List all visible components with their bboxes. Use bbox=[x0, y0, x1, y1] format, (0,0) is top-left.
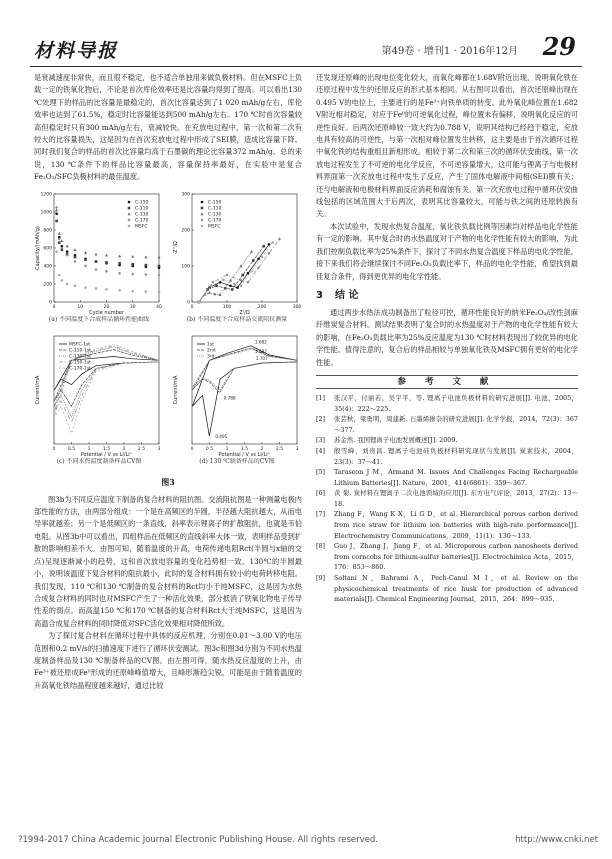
reference-item bbox=[316, 435, 578, 446]
reference-text: 黄 菊. 炭材料在锂离子二次电池领域的应用[J]. 东方电气评论，2013，27(2)：13～18. bbox=[334, 489, 578, 508]
reference-number: [3] bbox=[316, 436, 326, 445]
reference-number: [2] bbox=[316, 415, 326, 424]
data-point bbox=[66, 244, 69, 247]
x-axis-label: Z'/Ω bbox=[239, 309, 250, 316]
data-point bbox=[84, 251, 87, 254]
reference-text: Zhang F，Wang K X，Li G D，et al. Hierarchical porous carbon derived from rice straw for lithium ion batteries with high-rate performance[J]. Electrochemistry Communications，2009，11(1)：130～133. bbox=[334, 510, 578, 540]
footer-url[interactable]: http://www.cnki.net bbox=[515, 835, 598, 845]
data-point bbox=[105, 288, 108, 291]
x-tick-label: 0.5 bbox=[67, 446, 76, 452]
data-point bbox=[58, 273, 61, 276]
x-tick-label: 1 bbox=[225, 446, 229, 452]
data-point bbox=[74, 248, 77, 251]
reference-item bbox=[316, 509, 578, 541]
x-tick-label: 0 bbox=[190, 446, 194, 452]
reference-number: [1] bbox=[316, 393, 326, 402]
y-axis-label: Current/mA bbox=[35, 375, 41, 405]
y-tick-label: 600 bbox=[43, 246, 52, 252]
data-point bbox=[145, 263, 148, 266]
data-point bbox=[257, 257, 260, 260]
legend-label: MSFC bbox=[208, 224, 221, 230]
y-axis-label: Current/mA bbox=[173, 375, 179, 405]
reference-text: Guo J，Zhang J，Jiang F，et al. Microporous carbon nanosheets derived from corncobs for lithium-sulfur batteries[J]. Electrochimica Acta，2015，176：853～860. bbox=[334, 542, 578, 572]
legend-label: C-170 bbox=[135, 218, 149, 224]
reference-item bbox=[316, 467, 578, 488]
legend-label: MSFC-1st bbox=[69, 342, 91, 348]
data-point bbox=[233, 282, 236, 285]
data-point bbox=[55, 212, 58, 215]
x-tick-label: 10 bbox=[77, 304, 84, 310]
data-point bbox=[95, 287, 98, 290]
x-tick-label: 2 bbox=[260, 446, 264, 452]
data-point bbox=[144, 255, 147, 258]
x-axis-label: Potential / V vs Li/Li⁺ bbox=[218, 451, 271, 458]
reference-item bbox=[316, 393, 578, 414]
peak-annotation: 0.788 bbox=[223, 395, 236, 401]
data-point bbox=[131, 272, 134, 275]
data-point bbox=[236, 286, 239, 289]
legend-label: C-170-1st bbox=[69, 366, 91, 372]
y-tick-label: 100 bbox=[181, 264, 190, 270]
data-point bbox=[131, 255, 134, 258]
x-tick-label: 1 bbox=[87, 446, 91, 452]
data-point bbox=[105, 269, 108, 272]
data-point bbox=[252, 259, 255, 262]
legend-marker bbox=[128, 200, 131, 203]
caption-a: (a) 不同温度下合成样品循环性能曲线 bbox=[48, 315, 150, 323]
x-tick-label: 2 bbox=[122, 446, 126, 452]
peak-annotation: 1.682 bbox=[254, 339, 267, 345]
reference-number: [8] bbox=[316, 542, 326, 551]
paragraph: 是衰减速度非常快，而且很不稳定，也不适合单独用来做负极材料。但在MSFC上负载一定的铁氧化物后，不论是首次库伦效率还是比容量均得到了提高。可以看出130 ℃处理下的样品的比容量是最稳定的，首次比容量达到了1 020 mAh/g左右，库伦效率也达到了61.5%，稳定时比容量能达到500 mAh/g左右。170 ℃时首次容量较高但稳定时只有300 mAh/g左右，衰减较快。在充放电过程中，第一次和第二次有较大的比容量损失，这是因为在首次充放电过程中形成了SEI膜，造成比容量下降。同时我们复合的样品的首次比容量均高于石墨碳的理论比容量372 mAh/g。总的来说，130 ℃条件下的样品比容量最高，容量保持率最好，在实验中是复合Fe₂O₃/SFC负极材料的最佳温度。 bbox=[34, 73, 302, 182]
reference-text: 苏金然. 我国锂离子电池发展概述[J]. 2009. bbox=[334, 436, 458, 445]
x-tick-label: 3 bbox=[157, 446, 161, 452]
legend-marker bbox=[201, 218, 204, 221]
y-tick-label: 1000 bbox=[40, 210, 52, 216]
legend-marker bbox=[201, 224, 204, 227]
paragraph: 为了探讨复合材料在循环过程中具体的反应机理，分别在0.01～3.00 V的电压范围和0.2 mV/s的扫描速度下进行了循环伏安测试。图3c和图3d分别为不同水热温度制备样品及130 ℃制备样品的CV图。由左图可得，随水热反应温度的上升，由Fe³⁺被还原成Fe⁰形成的还原峰峰值增大，且峰形渐趋尖锐，可能是由于随着温度的升高氧化铁结晶程度越来越好，通过比较 bbox=[34, 631, 302, 690]
x-axis-label: Cycle number bbox=[89, 309, 124, 316]
data-point bbox=[247, 272, 250, 275]
legend-label: C-130 bbox=[208, 212, 222, 218]
panel-b bbox=[172, 188, 302, 324]
data-point bbox=[250, 250, 253, 253]
data-point bbox=[58, 232, 61, 235]
section-number: 3 bbox=[316, 289, 323, 301]
data-point bbox=[268, 243, 271, 246]
section-title: 结 论 bbox=[334, 289, 359, 301]
y-tick-label: 400 bbox=[43, 264, 52, 270]
legend-label: C-110 bbox=[208, 206, 222, 212]
reference-number: [6] bbox=[316, 489, 326, 498]
y-tick-label: 200 bbox=[43, 282, 52, 288]
x-tick-label: 0 bbox=[52, 304, 56, 310]
chart-a bbox=[34, 188, 164, 316]
data-point bbox=[145, 290, 148, 293]
data-point bbox=[210, 284, 213, 287]
x-tick-label: 1.5 bbox=[102, 446, 111, 452]
legend-label: C-150 bbox=[208, 200, 222, 206]
data-point bbox=[66, 282, 69, 285]
reference-number: [7] bbox=[316, 510, 326, 519]
data-point bbox=[58, 241, 61, 244]
legend-marker bbox=[201, 206, 204, 209]
series-line bbox=[199, 239, 280, 302]
references-heading: 参 考 文 献 bbox=[316, 375, 578, 389]
x-tick-label: 0 bbox=[52, 446, 56, 452]
data-point bbox=[84, 258, 87, 261]
legend-label: C-130 bbox=[135, 212, 149, 218]
legend-marker bbox=[128, 206, 131, 209]
chart-c bbox=[34, 330, 164, 458]
data-point bbox=[105, 261, 108, 264]
copyright: ?1994-2017 China Academic Journal Electronic Publishing House. All rights reserved. bbox=[18, 835, 378, 845]
data-point bbox=[198, 300, 201, 303]
x-tick-label: 200 bbox=[257, 304, 267, 310]
data-point bbox=[262, 245, 265, 248]
legend-label: C-110 bbox=[135, 206, 149, 212]
chart-b bbox=[172, 188, 302, 316]
data-point bbox=[240, 284, 243, 287]
reference-number: [5] bbox=[316, 468, 326, 477]
reference-text: 殷雪峰，刘贵昌. 锂离子电池硅负极材料研究现状与发展[J]. 炭素技术，2004，23(3)：37～41. bbox=[334, 446, 578, 466]
x-tick-label: 100 bbox=[222, 304, 232, 310]
data-point bbox=[226, 273, 229, 276]
data-point bbox=[208, 291, 211, 294]
left-column bbox=[34, 72, 302, 692]
x-tick-label: 2.5 bbox=[137, 446, 146, 452]
x-axis-label: Potential / V vs Li/Li⁺ bbox=[80, 451, 133, 458]
data-point bbox=[215, 284, 218, 287]
peak-annotation: 0.495 bbox=[215, 433, 228, 439]
x-tick-label: 30 bbox=[129, 304, 136, 310]
y-tick-label: 0 bbox=[187, 300, 190, 306]
legend-label: C-170 bbox=[208, 218, 222, 224]
data-point bbox=[95, 252, 98, 255]
data-point bbox=[144, 273, 147, 276]
paragraph: 本次试验中，发现水热复合温度，氧化铁负载比例等因素均对样品电化学性能有一定的影响。其中复合时的水热温度对于产物的电化学性能有较大的影响，为此我们控制负载比率为25%条件下，探讨了不同水热复合温度下样品的电化学性能，接下来我们将会继续探讨不同Fe₂O₃负载比率下，样品的电化学性能，希望找到最佳复合条件，得到更优异的电化学性能。 bbox=[316, 221, 578, 281]
data-point bbox=[61, 279, 64, 282]
data-point bbox=[55, 219, 58, 222]
legend-marker bbox=[201, 200, 204, 203]
data-point bbox=[250, 270, 253, 273]
section-heading bbox=[316, 289, 578, 303]
x-tick-label: 40 bbox=[156, 304, 162, 310]
data-point bbox=[222, 278, 225, 281]
x-tick-label: 0 bbox=[190, 304, 194, 310]
data-point bbox=[95, 260, 98, 263]
data-point bbox=[241, 273, 244, 276]
right-column bbox=[316, 72, 578, 605]
reference-number: [9] bbox=[316, 574, 326, 583]
paragraph: 通过两步水热法成功制备出了粒径可控，循环性能良好的纳米Fe₂O₃/改性剑麻纤维炭复合材料。测试结果表明了复合时的水热温度对于产物的电化学性能有较大的影响，在Fe₂O₃负载比率为25%反应温度为130 ℃时材料表现出了较优异的电化学性能。值得注意的，复合后的样品相较与单独氧化铁及MSFC拥有更好的电化学性能。 bbox=[316, 307, 578, 367]
y-tick-label: 0 bbox=[49, 300, 52, 306]
peak-annotation: 1.687 bbox=[255, 348, 268, 354]
reference-item bbox=[316, 573, 578, 605]
data-point bbox=[118, 271, 121, 274]
reference-text: 张汉平，付丽若，吴宇平，等. 锂离子电池负极材料的研究进展[J]. 电池，2005，35(4)：222～225. bbox=[334, 393, 578, 413]
x-tick-label: 3 bbox=[295, 446, 299, 452]
reference-text: 张芸秋，梁勇明，周建新. 石墨烯掺杂的研究进展[J]. 化学学报，2014，72(3)：367～377. bbox=[334, 415, 578, 434]
paragraph: 图3b为不同反应温度下制备的复合材料的阻抗图。交流阻抗图是一种测量电极内部性能的方法，由两部分组成：一个是在高频区的半圆，半径越大阻抗越大，从而电导率就越差；另一个是低频区的一条直线，斜率表示锂离子的扩散阻抗，也就是韦伯电阻。从图3b中可以看出，四组样品在低频区的直线斜率大体一致，表明样品受到扩散的影响相差不大。由图可知，随着温度的升高，电荷传递电阻Rct(半圆与x轴的交点)呈现逐渐减小的趋势，这和首次放电容量的变化趋势相一致。130℃的半圆最小，说明该温度下复合材料的阻抗最小，此时的复合材料拥有较小的电荷转移电阻。我们发现，110 ℃和130 ℃制备的复合材料的Rct均小于纯MSFC，这是因为水热合成复合材料的同时也对MSFC产生了一种活化效果，部分抵消了铁氧化物电子传导性差的弱点。而高温150 ℃和170 ℃制备的复合材料Rct大于纯MSFC，这是因为高温合成复合材料的同时降低对SFC活化效果相对降低所致。 bbox=[34, 494, 302, 628]
data-point bbox=[74, 255, 77, 258]
page-header bbox=[30, 30, 582, 67]
y-tick-label: 200 bbox=[181, 228, 190, 234]
reference-list bbox=[316, 393, 578, 605]
y-axis-label: Capacity/(mAh/g) bbox=[35, 225, 41, 270]
data-point bbox=[55, 206, 58, 209]
legend-label: C-150 bbox=[135, 200, 149, 206]
legend-label: 1st bbox=[207, 342, 214, 348]
data-point bbox=[261, 255, 264, 258]
legend-marker bbox=[128, 224, 131, 227]
caption-b: (b) 不同温度下合成样品交流阻抗测量 bbox=[186, 315, 288, 323]
figure-3 bbox=[34, 188, 302, 492]
y-tick-label: 800 bbox=[43, 228, 52, 234]
panel-a bbox=[34, 188, 164, 324]
data-point bbox=[95, 268, 98, 271]
data-point bbox=[158, 264, 161, 267]
data-point bbox=[84, 286, 87, 289]
data-point bbox=[84, 264, 87, 267]
caption-c: (c) 不同水热温度制备样品CV图 bbox=[56, 457, 142, 465]
legend-label: MSFC bbox=[135, 224, 148, 230]
reference-item bbox=[316, 488, 578, 509]
x-tick-label: 300 bbox=[292, 304, 302, 310]
reference-number: [4] bbox=[316, 446, 326, 455]
data-point bbox=[74, 260, 77, 263]
y-tick-label: 1200 bbox=[40, 192, 52, 198]
data-point bbox=[66, 250, 69, 253]
issue-info: 第49卷 · 增刊1 · 2016年12月 bbox=[381, 46, 518, 57]
data-point bbox=[271, 241, 274, 244]
data-point bbox=[229, 284, 232, 287]
page-number: 29 bbox=[542, 32, 576, 61]
reference-item bbox=[316, 414, 578, 435]
data-point bbox=[118, 254, 121, 257]
legend-label: C-110-1st bbox=[69, 348, 91, 354]
data-point bbox=[158, 255, 161, 258]
data-point bbox=[60, 239, 63, 242]
data-point bbox=[105, 253, 108, 256]
x-tick-label: 2.5 bbox=[275, 446, 284, 452]
peak-annotation: 1.707 bbox=[255, 355, 268, 361]
paragraph: 还发现还原峰的出现电位变化较大，而氧化峰都在1.68V附近出现，说明氧化铁在还原过程中发生的还原反应的形式基本相同。从右图可以看出，首次还原峰出现在0.495 V的电位上，主要进行的是Fe³⁺向铁单质的转变。此外氧化峰位置在1.682 V附近相对稳定，对应于Fe⁰的可逆氧化过程，峰位置未有偏移，说明氧化反应的可逆性良好。后两次还原峰较一致大约为0.788 V，说明其结构已经趋于稳定，充放电具有较高的可逆性，与第一次相对峰位置发生转移，这主要是由于首次循环过程中氧化铁的结构重组且新相形成。相较于第二次和第三次的循环伏安曲线，第一次放电过程发生了不可逆的电化学反应，不可逆容量增大，这可能与锂离子与电极材料界面第一次充放电过程中发生了反应，产生了固体电解液中间相(SEI)膜有关；还与电解液和电极材料界面反应消耗和腐蚀有关。第一次充放电过程中循环伏安曲线包括的区域范围大于后两次，表明其比容量较大，可能与铁之间的还原转换有关。 bbox=[316, 73, 578, 219]
x-tick-label: 0.5 bbox=[205, 446, 214, 452]
chart-d bbox=[172, 330, 302, 458]
y-axis-label: -Z''/Ω bbox=[173, 240, 179, 255]
series-line bbox=[199, 251, 252, 301]
legend-label: 3rd bbox=[207, 354, 215, 360]
data-point bbox=[118, 262, 121, 265]
reference-item bbox=[316, 446, 578, 467]
panel-c bbox=[34, 330, 164, 466]
reference-text: Soltani N，Bahrami A，Pech-Canul M I，et al. Review on the physicochemical treatments of rice husk for production of advanced materials[J]. Chemical Engineering Journal，2015，264：899～935. bbox=[334, 574, 578, 604]
legend-label: 2nd bbox=[207, 348, 216, 354]
reference-text: Tarascon J M，Armand M. Issues And Challenges Facing Rechargeable Lithium Batteries[J]. Nature，2001，414(6861)：359～367. bbox=[334, 468, 578, 487]
data-point bbox=[212, 280, 215, 283]
legend-marker bbox=[201, 212, 204, 215]
x-tick-label: 1.5 bbox=[240, 446, 249, 452]
data-point bbox=[231, 288, 234, 291]
data-point bbox=[118, 289, 121, 292]
x-tick-label: 20 bbox=[103, 304, 110, 310]
caption-d: (d) 130 ℃制备样品的CV图 bbox=[199, 457, 275, 465]
figure-title: 图3 bbox=[161, 476, 175, 487]
data-point bbox=[55, 250, 58, 253]
legend-marker bbox=[128, 218, 131, 221]
page-footer bbox=[18, 835, 598, 849]
reference-item bbox=[316, 541, 578, 573]
data-point bbox=[158, 273, 161, 276]
legend-label: C-130-1st bbox=[69, 354, 91, 360]
y-tick-label: 300 bbox=[181, 192, 190, 198]
journal-name: 材料导报 bbox=[34, 40, 119, 62]
panel-d bbox=[172, 330, 302, 466]
legend-label: C-150-1st bbox=[69, 360, 91, 366]
data-point bbox=[74, 284, 77, 287]
legend-marker bbox=[128, 212, 131, 215]
data-point bbox=[131, 263, 134, 266]
data-point bbox=[158, 290, 161, 293]
data-point bbox=[131, 290, 134, 293]
